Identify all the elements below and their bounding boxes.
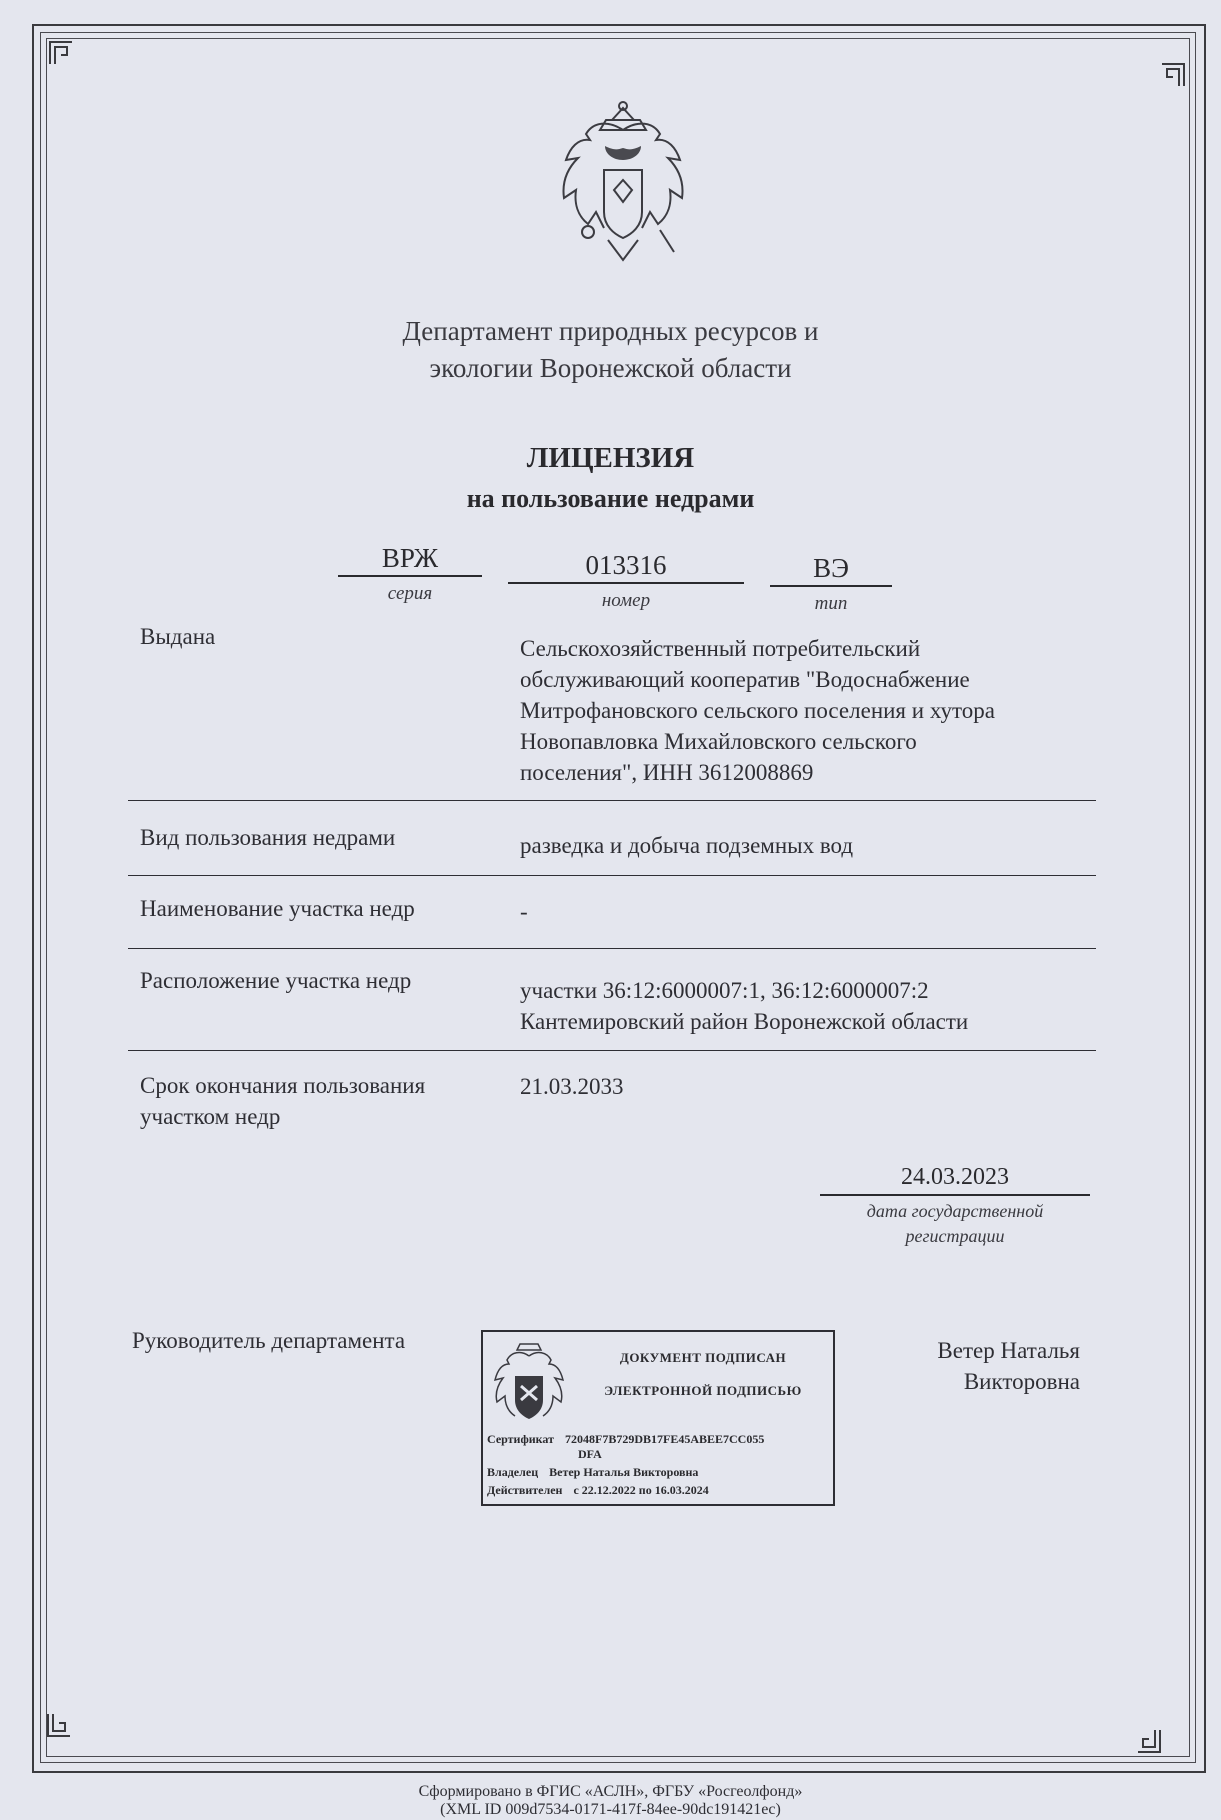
registration-underline <box>820 1194 1090 1196</box>
stamp-owner-label: Владелец <box>487 1465 539 1479</box>
stamp-owner-value: Ветер Наталья Викторовна <box>549 1465 699 1479</box>
stamp-valid-label: Действителен <box>487 1483 563 1497</box>
location-line: участки 36:12:6000007:1, 36:12:6000007:2 <box>520 978 929 1003</box>
corner-ornament-icon <box>1136 1728 1162 1754</box>
registration-date-field <box>820 1160 1090 1249</box>
divider <box>128 1050 1096 1051</box>
expiry-label <box>140 1070 425 1132</box>
issued-line: поселения", ИНН 3612008869 <box>520 760 814 785</box>
expiry-label-line: участком недр <box>140 1104 281 1129</box>
number-value: 013316 <box>585 550 667 580</box>
footer-source: Сформировано в ФГИС «АСЛН», ФГБУ «Росгеолфонд» <box>418 1783 803 1800</box>
location-line: Кантемировский район Воронежской области <box>520 1009 969 1034</box>
divider <box>128 800 1096 801</box>
signatory-name <box>880 1335 1080 1397</box>
stamp-cert-value-cont: DFA <box>578 1447 602 1461</box>
signatory-role: Руководитель департамента <box>132 1328 406 1353</box>
type-field <box>770 551 892 615</box>
site-name-value: - <box>520 899 528 924</box>
signatory-name-line: Ветер Наталья <box>937 1338 1080 1363</box>
series-value: ВРЖ <box>381 543 439 573</box>
corner-ornament-icon <box>48 40 74 66</box>
signatory-name-line: Викторовна <box>963 1369 1080 1394</box>
registration-caption-line: регистрации <box>905 1226 1005 1246</box>
department-name-line-1: Департамент природных ресурсов и <box>402 316 819 346</box>
type-underline <box>770 585 892 587</box>
stamp-title-line: ЭЛЕКТРОННОЙ ПОДПИСЬЮ <box>604 1383 802 1398</box>
corner-ornament-icon <box>1160 62 1186 88</box>
location-value <box>520 975 1080 1037</box>
department-name-line-2: экологии Воронежской области <box>429 353 792 383</box>
stamp-cert-label: Сертификат <box>487 1432 554 1446</box>
divider <box>128 875 1096 876</box>
issued-line: обслуживающий кооператив "Водоснабжение <box>520 667 970 692</box>
coat-of-arms-icon <box>489 1340 569 1426</box>
series-underline <box>338 575 482 577</box>
type-value: ВЭ <box>813 553 849 583</box>
usage-label: Вид пользования недрами <box>140 825 396 850</box>
issued-line: Новопавловка Михайловского сельского <box>520 729 917 754</box>
expiry-label-line: Срок окончания пользования <box>140 1073 426 1098</box>
footer-xml-id: (XML ID 009d7534-0171-417f-84ee-90dc191421ec) <box>440 1801 781 1818</box>
number-caption: номер <box>601 590 651 611</box>
site-name-label: Наименование участка недр <box>140 896 415 921</box>
expiry-value: 21.03.2033 <box>520 1074 624 1099</box>
type-caption: тип <box>814 593 848 614</box>
registration-date: 24.03.2023 <box>901 1164 1009 1190</box>
issued-line: Сельскохозяйственный потребительский <box>520 636 921 661</box>
usage-value: разведка и добыча подземных вод <box>520 833 854 858</box>
location-label: Расположение участка недр <box>140 968 412 993</box>
issued-label: Выдана <box>140 624 216 649</box>
coat-of-arms-icon <box>548 100 698 270</box>
series-caption: серия <box>387 583 433 604</box>
registration-caption-line: дата государственной <box>866 1201 1044 1221</box>
divider <box>128 948 1096 949</box>
number-field <box>508 548 744 612</box>
series-field <box>338 541 482 605</box>
stamp-title-line: ДОКУМЕНТ ПОДПИСАН <box>619 1350 787 1365</box>
e-signature-stamp <box>481 1330 835 1506</box>
stamp-cert-value: 72048F7B729DB17FE45ABEE7CC055 <box>565 1432 765 1446</box>
stamp-valid-value: с 22.12.2022 по 16.03.2024 <box>573 1483 709 1497</box>
corner-ornament-icon <box>46 1712 72 1738</box>
registration-caption <box>820 1199 1090 1249</box>
document-title: ЛИЦЕНЗИЯ <box>526 442 695 474</box>
stamp-cert-row <box>487 1432 764 1447</box>
document-subtitle: на пользование недрами <box>466 484 755 513</box>
issued-value <box>520 633 1080 788</box>
stamp-owner-row <box>487 1465 698 1480</box>
issued-line: Митрофановского сельского поселения и хутора <box>520 698 995 723</box>
stamp-valid-row <box>487 1483 709 1498</box>
number-underline <box>508 582 744 584</box>
